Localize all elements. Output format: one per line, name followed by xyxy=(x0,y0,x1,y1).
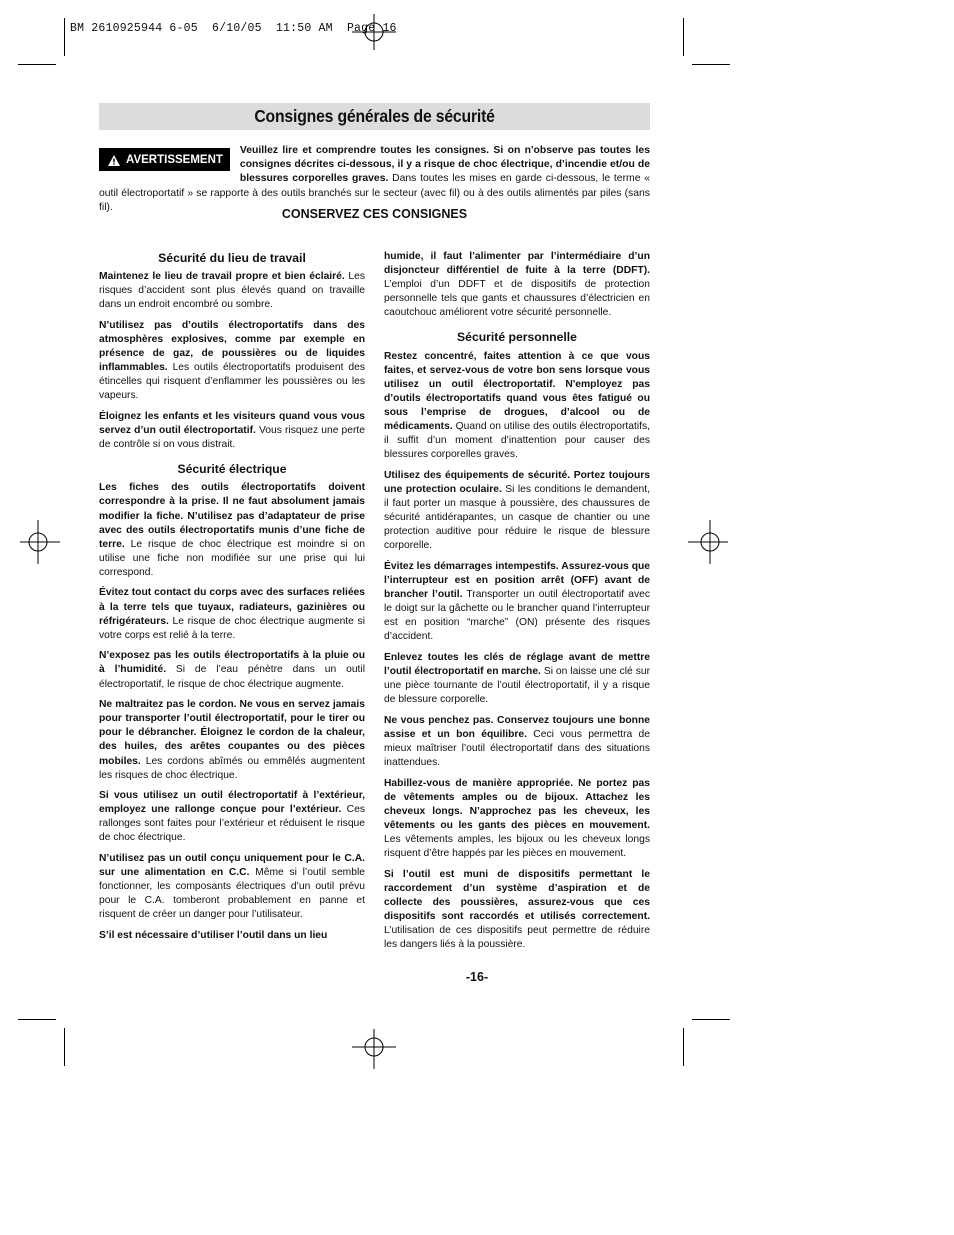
paragraph-lead: Si l’outil est muni de dispositifs permettant le raccordement d’un système d’aspiration et de collecte des poussières, assurez-vous que ces dispositifs sont raccordés et utilisés correctement. xyxy=(384,868,650,923)
paragraph xyxy=(99,929,365,943)
left-column xyxy=(99,250,365,950)
paragraph-lead: N’utilisez pas d’outils électroportatifs dans des atmosphères explosives, comme par exemple en présence de gaz, de poussières ou de liquides inflammables. xyxy=(99,319,365,374)
warning-badge xyxy=(99,148,230,171)
crop-mark xyxy=(692,64,730,65)
paragraph-text: Le risque de choc électrique est moindre si on utilise une fiche non modifiée sur une prise qui lui correspond. xyxy=(99,538,365,578)
section-heading: Sécurité personnelle xyxy=(457,330,577,345)
paragraph-lead: Éloignez les enfants et les visiteurs quand vous vous servez d’un outil électroportatif. xyxy=(99,410,365,437)
paragraph-text: Les risques d’accident sont plus élevés quand on travaille dans un endroit encombré ou sombre. xyxy=(99,271,365,311)
paragraph xyxy=(99,649,365,691)
paragraph-text: Le risque de choc électrique augmente si votre corps est relié à la terre. xyxy=(99,615,365,641)
paragraph-lead: Évitez les démarrages intempestifs. Assurez-vous que l’interrupteur est en position arrêt (OFF) avant de brancher l’outil. xyxy=(384,560,650,601)
paragraph-lead: S’il est nécessaire d’utiliser l’outil dans un lieu xyxy=(99,930,328,942)
paragraph-text: Les vêtements amples, les bijoux ou les cheveux longs risquent d’être happés par les pièces en mouvement. xyxy=(384,834,650,860)
paragraph xyxy=(384,868,650,953)
paragraph xyxy=(384,350,650,463)
paragraph xyxy=(99,852,365,922)
warning-intro xyxy=(99,144,650,215)
section-heading: Sécurité du lieu de travail xyxy=(158,251,306,265)
crop-mark xyxy=(683,18,684,56)
paragraph xyxy=(99,319,365,404)
page-title: Consignes générales de sécurité xyxy=(254,106,495,126)
paragraph xyxy=(99,789,365,845)
title-band xyxy=(99,103,650,130)
paragraph-lead: Ne vous penchez pas. Conservez toujours une bonne assise et un bon équilibre. xyxy=(384,714,650,740)
paragraph-text: Si on laisse une clé sur une pièce tournante de l’outil électroportatif, il y a risque de blessure corporelle. xyxy=(384,666,650,706)
crop-mark xyxy=(64,1028,65,1066)
paragraph-lead: Habillez-vous de manière appropriée. Ne portez pas de vêtements amples ou de bijoux. Attachez les cheveux longs. N’approchez pas les cheveux, les vêtements ou les gants des pièces en mouvement. xyxy=(384,777,650,831)
paragraph-text: Vous risquez une perte de contrôle si on vous distrait. xyxy=(99,425,365,451)
paragraph xyxy=(99,586,365,642)
paragraph-text: Transporter un outil électroportatif avec le doigt sur la gâchette ou le brancher quand l’interrupteur est en position “marche” (ON) présente des risques d’accident. xyxy=(384,589,650,643)
registration-mark-icon xyxy=(16,520,60,564)
paragraph xyxy=(99,270,365,312)
paragraph xyxy=(384,469,650,554)
paragraph-text: Les outils électroportatifs produisent des étincelles qui risquent d’enflammer les poussières ou les vapeurs. xyxy=(99,362,365,402)
crop-mark xyxy=(18,64,56,65)
paragraph-text: Quand on utilise des outils électroportatifs, il suffit d’un moment d’inattention pour causer des blessures corporelles graves. xyxy=(384,421,650,461)
registration-mark-icon xyxy=(352,1025,396,1069)
registration-mark-icon xyxy=(352,10,396,54)
paragraph-text: Ces rallonges sont faites pour l’extérieur et réduisent le risque de choc électrique. xyxy=(99,804,365,844)
warning-badge-label: AVERTISSEMENT xyxy=(126,154,223,166)
crop-mark xyxy=(18,1019,56,1020)
paragraph-lead: Restez concentré, faites attention à ce que vous faites, et servez-vous de votre bon sens lorsque vous utilisez un outil électroportatif. N'employez pas d’outils électroportatifs quand vous êtes fatigué ou sous l’emprise de drogues, d’alcool ou de médicaments. xyxy=(384,350,650,433)
paragraph-lead: N’utilisez pas un outil conçu uniquement pour le C.A. sur une alimentation en C.C. xyxy=(99,853,365,879)
paragraph-lead: Utilisez des équipements de sécurité. Portez toujours une protection oculaire. xyxy=(384,469,650,495)
registration-mark-icon xyxy=(688,520,732,564)
paragraph xyxy=(384,651,650,707)
crop-mark xyxy=(64,18,65,56)
paragraph-text: L’utilisation de ces dispositifs peut permettre de réduire les dangers liés à la poussière. xyxy=(384,925,650,951)
paragraph-text: Si de l’eau pénètre dans un outil électroportatif, le risque de choc électrique augmente. xyxy=(99,664,365,690)
crop-mark xyxy=(683,1028,684,1066)
paragraph xyxy=(384,560,650,645)
paragraph xyxy=(384,714,650,770)
paragraph-lead: N’exposez pas les outils électroportatifs à la pluie ou à l’humidité. xyxy=(99,650,365,676)
paragraph-lead: Si vous utilisez un outil électroportatif à l’extérieur, employez une rallonge conçue pour l’extérieur. xyxy=(99,790,365,816)
paragraph xyxy=(99,698,365,783)
paragraph xyxy=(384,250,650,320)
warning-triangle-icon xyxy=(108,155,120,166)
paragraph xyxy=(99,481,365,580)
page-number: -16- xyxy=(465,970,489,984)
warning-text: Dans toutes les mises en garde ci-dessous, le terme « outil électroportatif » se rapporte à des outils branchés sur le secteur (avec fil) ou à des outils alimentés par piles (sans fil). xyxy=(99,173,651,213)
paragraph-lead: Maintenez le lieu de travail propre et bien éclairé. xyxy=(99,271,345,283)
section-heading: Sécurité électrique xyxy=(177,462,287,477)
print-slug: BM 2610925944 6-05 6/10/05 11:50 AM Page 16 xyxy=(70,22,397,35)
paragraph xyxy=(384,777,650,862)
keep-instructions-heading: CONSERVEZ CES CONSIGNES xyxy=(281,207,468,221)
paragraph-lead: Enlevez toutes les clés de réglage avant de mettre l’outil électroportatif en marche. xyxy=(384,651,650,678)
paragraph-lead: Évitez tout contact du corps avec des surfaces reliées à la terre tels que tuyaux, radiateurs, gazinières ou réfrigérateurs. xyxy=(99,587,365,627)
paragraph-lead: humide, il faut l’alimenter par l’intermédiaire d’un disjoncteur différentiel de fuite à la terre (DDFT). xyxy=(384,251,650,277)
paragraph-text: Les cordons abîmés ou emmêlés augmentent les risques de choc électrique. xyxy=(99,755,365,781)
paragraph-text: Si les conditions le demandent, il faut porter un masque à poussière, des chaussures de sécurité antidérapantes, un casque de chantier ou une protection auditive pour réduire le risque de blessure corporelle. xyxy=(384,483,650,552)
paragraph xyxy=(99,410,365,452)
paragraph-lead: Les fiches des outils électroportatifs doivent correspondre à la prise. Il ne faut absolument jamais modifier la fiche. N’utilisez pas d’adaptateur de prise avec des outils électroportatifs munis d’une fiche de terre. xyxy=(99,482,365,550)
warning-lead: Veuillez lire et comprendre toutes les consignes. Si on n'observe pas toutes les consignes décrites ci-dessous, il y a risque de choc électrique, d’incendie et/ou de blessures corporelles graves. xyxy=(239,145,650,185)
paragraph-lead: Ne maltraitez pas le cordon. Ne vous en servez jamais pour transporter l’outil électroportatif, pour le tirer ou pour le débrancher. Éloignez le cordon de la chaleur, des huiles, des arêtes coupantes ou des pièces mobiles. xyxy=(99,699,365,767)
right-column xyxy=(384,250,650,959)
paragraph-text: Même si l’outil semble fonctionner, les composants électriques d’un outil prévu pour le C.A. tomberont probablement en panne et risquent de créer un danger pour l’utilisateur. xyxy=(99,867,365,921)
paragraph-text: Ceci vous permettra de mieux maîtriser l’outil électroportatif dans des situations inattendues. xyxy=(384,728,650,769)
paragraph-text: L’emploi d’un DDFT et de dispositifs de protection personnelle tels que gants et chaussures d’électricien en caoutchouc améliorent votre sécurité personnelle. xyxy=(384,279,650,319)
crop-mark xyxy=(692,1019,730,1020)
